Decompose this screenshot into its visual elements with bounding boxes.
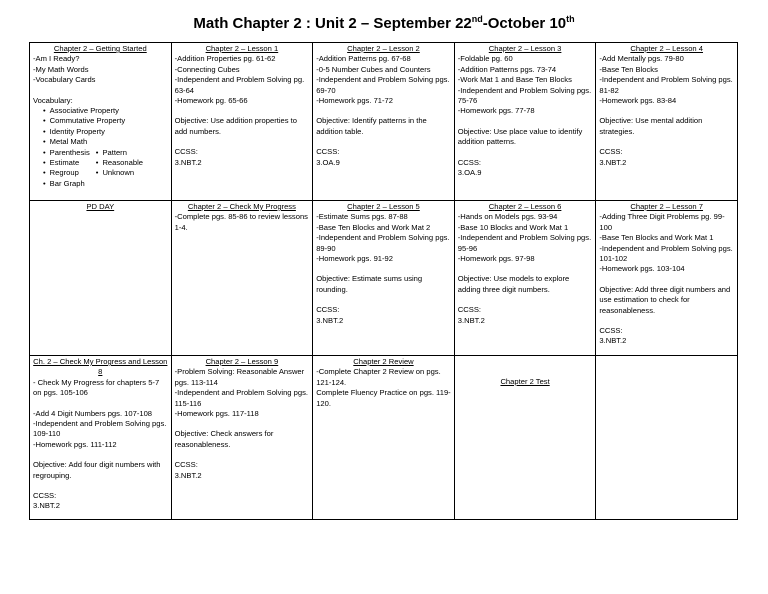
ccss-code: 3.NBT.2 bbox=[457, 315, 485, 325]
cell-getting-started bbox=[30, 43, 172, 201]
cell-title: Chapter 2 – Getting Started bbox=[53, 44, 147, 53]
cell-line: -Independent and Problem Solving pgs. 109-110 bbox=[33, 419, 167, 439]
ccss-code: 3.NBT.2 bbox=[599, 336, 627, 346]
cell-pd-day bbox=[30, 201, 172, 356]
cell-line: -Homework pg. 65-66 bbox=[174, 96, 248, 106]
cell-line: -Hands on Models pgs. 93-94 bbox=[457, 212, 558, 222]
cell-title: Chapter 2 – Lesson 9 bbox=[205, 357, 279, 366]
vocabulary-col-right bbox=[96, 148, 143, 190]
table-row bbox=[30, 356, 738, 520]
cell-line: -Independent and Problem Solving pg. 63-64 bbox=[174, 75, 305, 95]
cell-chapter-review bbox=[313, 356, 455, 520]
cell-line: -Base Ten Blocks and Work Mat 1 bbox=[599, 233, 714, 243]
cell-line: -Complete pgs. 85-86 to review lessons 1-4. bbox=[174, 212, 308, 232]
objective: Objective: Use addition properties to add numbers. bbox=[174, 116, 298, 136]
cell-line: -Connecting Cubes bbox=[174, 64, 240, 74]
cell-line: -Homework pgs. 97-98 bbox=[457, 254, 535, 264]
ccss-code: 3.NBT.2 bbox=[316, 315, 344, 325]
objective: Objective: Estimate sums using rounding. bbox=[316, 274, 423, 294]
cell-line: -Homework pgs. 117-118 bbox=[174, 409, 259, 419]
ccss-label: CCSS: bbox=[316, 147, 340, 157]
ccss-label: CCSS: bbox=[457, 305, 481, 315]
table-row bbox=[30, 201, 738, 356]
ccss-code: 3.NBT.2 bbox=[174, 157, 202, 167]
cell-line: - Check My Progress for chapters 5-7 on pgs. 105-106 bbox=[33, 377, 160, 398]
ccss-label: CCSS: bbox=[174, 147, 198, 157]
cell-title: Chapter 2 – Lesson 1 bbox=[205, 44, 279, 53]
cell-line: -Independent and Problem Solving pgs. 95-96 bbox=[457, 233, 592, 253]
cell-line: -Independent and Problem Solving pgs. 89-90 bbox=[316, 233, 450, 253]
vocab-item: • Unknown bbox=[96, 168, 143, 178]
cell-line: -Add Mentally pgs. 79-80 bbox=[599, 54, 684, 64]
vocabulary-col-left bbox=[33, 148, 90, 190]
cell-lesson-7 bbox=[596, 201, 738, 356]
page-title: Math Chapter 2 : Unit 2 – September 22nd-October 10th bbox=[193, 14, 575, 32]
cell-line: -Foldable pg. 60 bbox=[457, 54, 513, 64]
cell-line: -Vocabulary Cards bbox=[33, 75, 96, 85]
cell-line: -Complete Chapter 2 Review on pgs. 121-124. bbox=[316, 367, 441, 387]
cell-line: -Homework pgs. 111-112 bbox=[33, 439, 117, 449]
cell-line: -Homework pgs. 103-104 bbox=[599, 264, 685, 274]
cell-line: -Independent and Problem Solving pgs. 75-76 bbox=[457, 85, 592, 106]
ccss-code: 3.NBT.2 bbox=[599, 157, 627, 167]
cell-line: -0-5 Number Cubes and Counters bbox=[316, 64, 431, 74]
cell-line: -Work Mat 1 and Base Ten Blocks bbox=[457, 75, 572, 85]
cell-line: -Adding Three Digit Problems pg. 99-100 bbox=[599, 212, 725, 232]
objective: Objective: Identify patterns in the addition table. bbox=[316, 116, 427, 136]
cell-title: Chapter 2 – Lesson 4 bbox=[630, 44, 703, 53]
cell-title: Chapter 2 – Lesson 5 bbox=[347, 202, 420, 211]
cell-lesson-4 bbox=[596, 43, 738, 201]
cell-line: -Addition Properties pg. 61-62 bbox=[174, 54, 276, 64]
cell-line: -Base Ten Blocks and Work Mat 2 bbox=[316, 222, 431, 232]
ccss-label: CCSS: bbox=[599, 147, 623, 157]
cell-title: Chapter 2 Test bbox=[500, 377, 550, 386]
vocab-item: • Bar Graph bbox=[43, 179, 90, 189]
ccss-label: CCSS: bbox=[316, 305, 340, 315]
cell-title: PD DAY bbox=[86, 202, 115, 211]
cell-title: Ch. 2 – Check My Progress and Lesson 8 bbox=[33, 357, 168, 377]
cell-check-my-progress bbox=[171, 201, 313, 356]
vocab-item: • Identity Property bbox=[43, 127, 168, 137]
objective: Objective: Add three digit numbers and use estimation to check for reasonableness. bbox=[599, 284, 731, 315]
ccss-label: CCSS: bbox=[174, 460, 198, 470]
cell-line: -Homework pgs. 91-92 bbox=[316, 254, 394, 264]
ccss-code: 3.OA.9 bbox=[457, 168, 482, 178]
cell-line: Complete Fluency Practice on pgs. 119-120. bbox=[316, 388, 451, 408]
cell-line: -Homework pgs. 71-72 bbox=[316, 96, 394, 106]
vocab-item: • Metal Math bbox=[43, 137, 168, 147]
cell-line: -Addition Patterns pgs. 73-74 bbox=[457, 64, 557, 74]
vocabulary-label: Vocabulary: bbox=[33, 95, 73, 105]
cell-line: -Independent and Problem Solving pgs. 81-82 bbox=[599, 75, 733, 95]
ccss-label: CCSS: bbox=[33, 491, 57, 501]
ccss-label: CCSS: bbox=[599, 326, 623, 336]
cell-title: Chapter 2 – Lesson 6 bbox=[488, 202, 562, 211]
cell-line: -Estimate Sums pgs. 87-88 bbox=[316, 212, 408, 222]
cell-title: Chapter 2 – Check My Progress bbox=[187, 202, 296, 211]
cell-lesson-1 bbox=[171, 43, 313, 201]
objective: Objective: Use mental addition strategies. bbox=[599, 116, 703, 136]
vocab-item: • Estimate bbox=[43, 158, 90, 168]
vocab-item: • Commutative Property bbox=[43, 116, 168, 126]
vocabulary-list bbox=[33, 106, 168, 148]
vocabulary-two-column bbox=[33, 148, 168, 190]
cell-line: -Addition Patterns pg. 67-68 bbox=[316, 54, 411, 64]
objective: Objective: Add four digit numbers with regrouping. bbox=[33, 460, 161, 480]
cell-lesson-5 bbox=[313, 201, 455, 356]
cell-line: -Base 10 Blocks and Work Mat 1 bbox=[457, 222, 569, 232]
cell-lesson-9 bbox=[171, 356, 313, 520]
ccss-code: 3.NBT.2 bbox=[33, 501, 61, 511]
vocab-item: • Associative Property bbox=[43, 106, 168, 116]
vocab-item: • Pattern bbox=[96, 148, 143, 158]
cell-line: -My Math Words bbox=[33, 64, 89, 74]
cell-line: -Homework pgs. 77-78 bbox=[457, 106, 535, 116]
ccss-label: CCSS: bbox=[457, 157, 481, 167]
cell-title: Chapter 2 Review bbox=[353, 357, 414, 366]
objective: Objective: Use models to explore adding three digit numbers. bbox=[457, 274, 570, 294]
ccss-code: 3.OA.9 bbox=[316, 157, 340, 167]
cell-line: -Independent and Problem Solving pgs. 115-116 bbox=[174, 388, 308, 408]
objective: Objective: Check answers for reasonableness. bbox=[174, 429, 274, 449]
vocab-item: • Parenthesis bbox=[43, 148, 90, 158]
lesson-plan-table bbox=[29, 42, 738, 520]
cell-lesson-3 bbox=[454, 43, 596, 201]
cell-line: -Add 4 Digit Numbers pgs. 107-108 bbox=[33, 408, 153, 418]
vocab-item: • Regroup bbox=[43, 168, 90, 178]
objective: Objective: Use place value to identify addition patterns. bbox=[457, 126, 583, 147]
cell-lesson-6 bbox=[454, 201, 596, 356]
table-row bbox=[30, 43, 738, 201]
cell-line: -Base Ten Blocks bbox=[599, 64, 658, 74]
cell-lesson-8 bbox=[30, 356, 172, 520]
cell-title: Chapter 2 – Lesson 3 bbox=[488, 44, 562, 53]
cell-line: -Independent and Problem Solving pgs. 69-70 bbox=[316, 75, 450, 95]
cell-line: -Problem Solving: Reasonable Answer pgs. 113-114 bbox=[174, 367, 305, 387]
ccss-code: 3.NBT.2 bbox=[174, 470, 202, 480]
cell-lesson-2 bbox=[313, 43, 455, 201]
vocab-item: • Reasonable bbox=[96, 158, 143, 168]
cell-empty bbox=[596, 356, 738, 520]
cell-title: Chapter 2 – Lesson 2 bbox=[347, 44, 420, 53]
cell-line: -Homework pgs. 83-84 bbox=[599, 96, 677, 106]
cell-line: -Independent and Problem Solving pgs. 101-102 bbox=[599, 243, 733, 264]
cell-chapter-test bbox=[454, 356, 596, 520]
cell-title: Chapter 2 – Lesson 7 bbox=[630, 202, 703, 211]
cell-line: -Am I Ready? bbox=[33, 54, 80, 64]
